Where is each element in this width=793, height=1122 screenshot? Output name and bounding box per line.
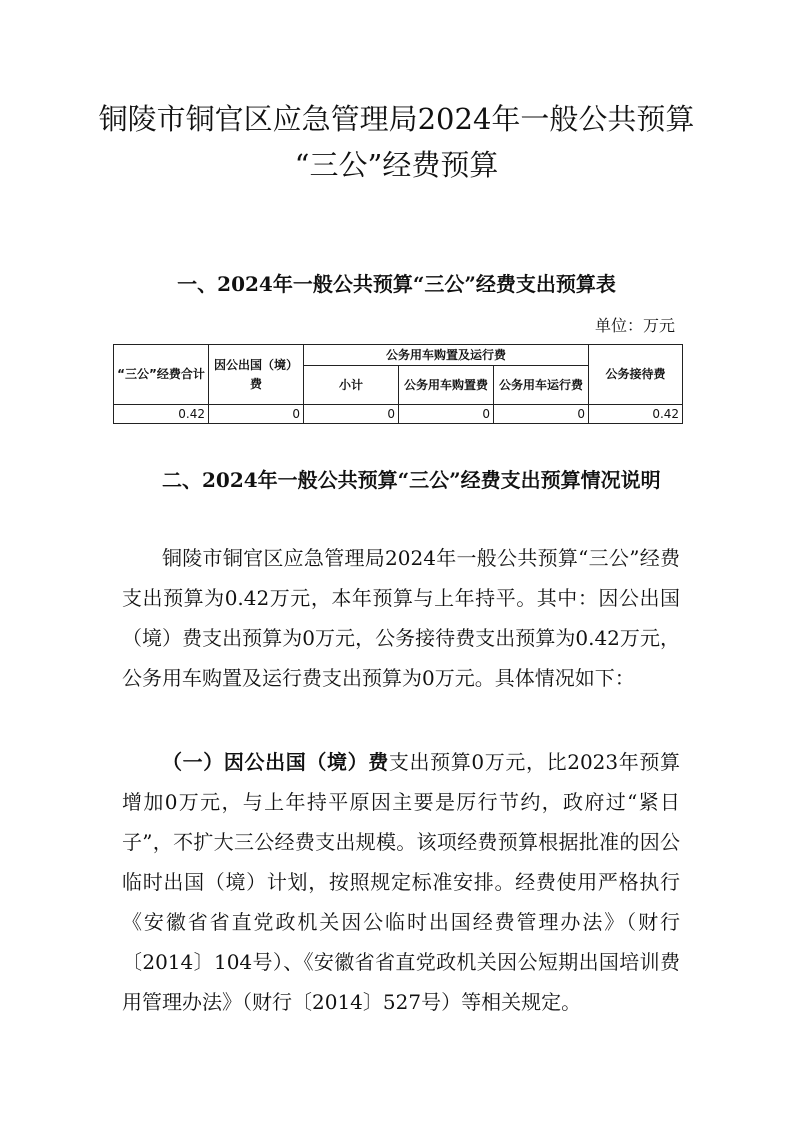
abroad-body: 支出预算0万元，比2023年预算增加0万元，与上年持平原因主要是厉行节约，政府过“紧日子”，不扩大三公经费支出规模。该项经费预算根据批准的因公临时出国（境）计划，按照规定标准安排。经费使用严格执行《安徽省省直党政机关因公临时出国经费管理办法》（财行〔2014〕104号）、《安徽省省直党政机关因公短期出国培训费用管理办法》（财行〔2014〕527号）等相关规定。 [122, 750, 680, 1014]
header-vehicle-operation: 公务用车运行费 [494, 366, 589, 405]
budget-table [113, 344, 683, 424]
cell-total: 0.42 [114, 405, 209, 424]
cell-reception: 0.42 [589, 405, 683, 424]
header-subtotal: 小计 [304, 366, 399, 405]
cell-abroad: 0 [209, 405, 304, 424]
header-abroad: 因公出国（境）费 [209, 345, 304, 405]
cell-subtotal: 0 [304, 405, 399, 424]
document-title-line2: “三公”经费预算 [294, 148, 499, 182]
section1-heading: 一、2024年一般公共预算“三公”经费支出预算表 [177, 272, 616, 296]
cell-vehicle-purchase: 0 [399, 405, 494, 424]
table-row [114, 405, 683, 424]
header-reception: 公务接待费 [589, 345, 683, 405]
abroad-paragraph [122, 742, 680, 1022]
unit-label: 单位：万元 [594, 316, 675, 335]
summary-paragraph: 铜陵市铜官区应急管理局2024年一般公共预算“三公”经费支出预算为0.42万元，本年预算与上年持平。其中：因公出国（境）费支出预算为0万元，公务接待费支出预算为0.42万元，公务用车购置及运行费支出预算为0万元。具体情况如下： [122, 546, 680, 690]
document-title-line1: 铜陵市铜官区应急管理局2024年一般公共预算 [98, 102, 695, 136]
header-vehicle-purchase: 公务用车购置费 [399, 366, 494, 405]
abroad-lead: （一）因公出国（境）费 [162, 750, 389, 774]
cell-vehicle-operation: 0 [494, 405, 589, 424]
header-total: “三公”经费合计 [114, 345, 209, 405]
section2-heading: 二、2024年一般公共预算“三公”经费支出预算情况说明 [162, 468, 661, 492]
header-vehicle-group: 公务用车购置及运行费 [304, 345, 589, 366]
